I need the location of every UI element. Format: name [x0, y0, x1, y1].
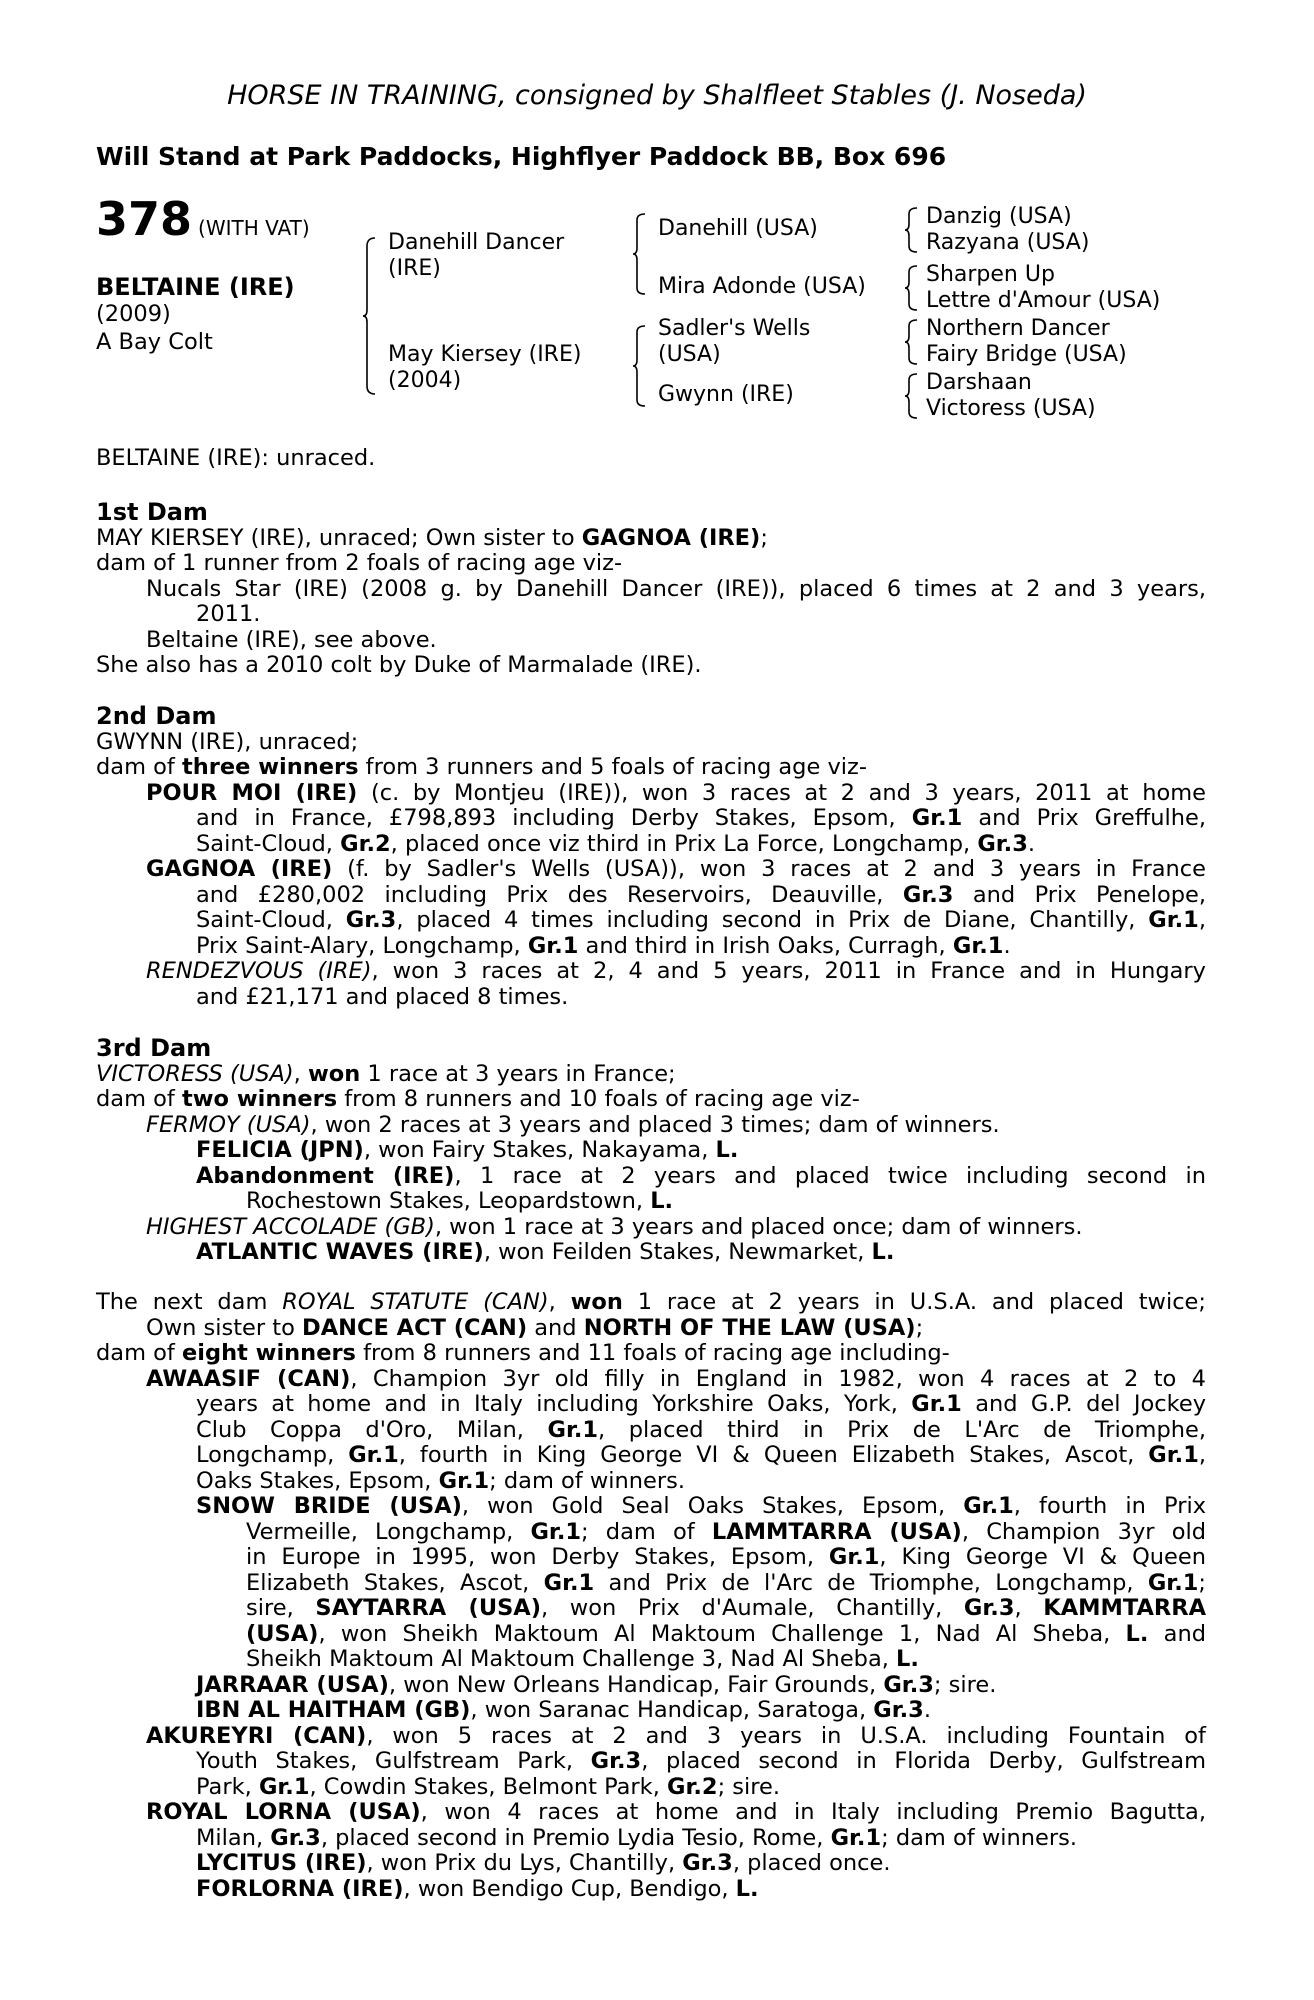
grade: Gr.3: [873, 1697, 924, 1723]
progeny-name: LAMMTARRA (USA): [711, 1518, 962, 1545]
grade: Gr.3: [590, 1748, 642, 1774]
text: (c. by Montjeu (IRE)), won 3 races at 2 and 3 years, 2011 at home: [357, 779, 1206, 806]
dds-name: Darshaan: [926, 370, 1032, 395]
text: , Champion 3yr old: [961, 1518, 1207, 1545]
winners-count: three winners: [181, 754, 359, 780]
pedigree-brace: [904, 264, 918, 312]
sibling-name: DANCE ACT (CAN): [302, 1314, 528, 1341]
text: sire,: [246, 1595, 316, 1621]
progeny-name: JARRAAR (USA): [196, 1671, 389, 1698]
text: , Champion 3yr old filly in England in 1982, won 4 races at 2 to 4: [350, 1365, 1206, 1392]
progeny-name: FERMOY (USA): [146, 1111, 311, 1138]
text: , placed second in Florida Derby, Gulfstream: [641, 1748, 1206, 1774]
dam-name: VICTORESS (USA): [96, 1060, 294, 1087]
won-label: won: [570, 1289, 623, 1315]
progeny-name: AKUREYRI (CAN): [146, 1722, 367, 1749]
grade: Gr.3: [902, 881, 954, 908]
grade: Gr.3: [270, 1824, 321, 1851]
winners-count: two winners: [181, 1086, 338, 1112]
grade: Gr.1: [527, 932, 579, 959]
text: The next dam: [96, 1289, 283, 1315]
grade: Gr.1: [547, 1416, 599, 1443]
text: , fourth in King George VI & Queen Elizabeth Stakes, Ascot,: [398, 1442, 1149, 1468]
second-dam-section: [96, 704, 1206, 1010]
grade: Gr.1: [543, 1569, 595, 1596]
sdd-name: Lettre d'Amour (USA): [926, 288, 1161, 313]
dam-name: ROYAL STATUTE (CAN): [282, 1289, 549, 1315]
progeny-name: HIGHEST ACCOLADE (GB): [146, 1213, 435, 1240]
text: Rochestown Stakes, Leopardstown,: [246, 1188, 651, 1214]
text: and: [527, 1314, 584, 1341]
text: from 8 runners and 11 foals of racing age including-: [355, 1340, 950, 1366]
text: , King George VI & Queen: [879, 1544, 1206, 1570]
text: from 8 runners and 10 foals of racing age viz-: [337, 1086, 860, 1112]
produce-entry: Nucals Star (IRE) (2008 g. by Danehill Dancer (IRE)), placed 6 times at 2 and 3 years,: [146, 575, 1206, 602]
grade: Gr.1: [1147, 1569, 1199, 1596]
progeny-name: SNOW BRIDE (USA): [196, 1493, 462, 1519]
dam-year: (2004): [388, 368, 462, 393]
produce-summary: dam of 1 runner from 2 foals of racing age viz-: [96, 550, 623, 576]
text: , placed once.: [732, 1850, 891, 1876]
pedigree-brace: [632, 324, 646, 408]
text: , won Bendigo Cup, Bendigo,: [403, 1875, 736, 1902]
text: dam of: [96, 754, 182, 780]
grade: Gr.1: [1148, 1442, 1199, 1468]
grade: Gr.1: [530, 1518, 582, 1545]
pedigree-brace: [362, 236, 376, 396]
text: ,: [293, 1060, 308, 1087]
dam-note: She also has a 2010 colt by Duke of Marmalade (IRE).: [96, 652, 702, 678]
dsd-name: Fairy Bridge (USA): [926, 342, 1127, 367]
progeny-name: FELICIA (JPN): [196, 1137, 364, 1163]
sibling-name: GAGNOA (IRE): [581, 524, 761, 551]
text: , won Feilden Stakes, Newmarket,: [483, 1239, 872, 1265]
race-summary: BELTAINE (IRE): unraced.: [96, 445, 376, 471]
grade: Gr.1: [963, 1493, 1014, 1519]
text: Saint-Cloud,: [196, 830, 341, 857]
text: ,: [1198, 907, 1206, 933]
lot-number-line: [96, 192, 310, 246]
text: Milan,: [196, 1824, 271, 1851]
text: and: [1148, 1620, 1206, 1647]
sss-name: Danzig (USA): [926, 204, 1072, 229]
pedigree-brace: [632, 212, 646, 296]
text: ; dam of winners.: [489, 1467, 686, 1494]
text: ; sire.: [933, 1671, 997, 1698]
text: , won Fairy Stakes, Nakayama,: [363, 1137, 716, 1163]
section-heading: 3rd Dam: [96, 1034, 212, 1062]
text: , won Gold Seal Oaks Stakes, Epsom,: [461, 1493, 964, 1519]
text: and third in Irish Oaks, Curragh,: [578, 932, 953, 959]
grade: Gr.1: [911, 1391, 962, 1417]
progeny-name: FORLORNA (IRE): [196, 1875, 404, 1902]
text: , won 2 races at 3 years and placed 3 times; dam of winners.: [310, 1111, 1000, 1138]
text: , won Prix du Lys, Chantilly,: [366, 1850, 683, 1876]
text: and G.P. del Jockey: [961, 1391, 1207, 1417]
dam-sire: Sadler's Wells: [658, 316, 811, 341]
progeny-name: AWAASIF (CAN): [146, 1365, 351, 1392]
grade: L.: [735, 1875, 759, 1902]
horse-name: BELTAINE (IRE): [96, 273, 295, 301]
text: ; dam of winners.: [881, 1824, 1077, 1851]
produce-entry-cont: 2011.: [196, 601, 261, 627]
text: ,: [548, 1289, 571, 1315]
dam-line: GWYNN (IRE), unraced;: [96, 728, 359, 755]
vat-note: (WITH VAT): [198, 216, 310, 240]
text: Youth Stakes, Gulfstream Park,: [196, 1748, 591, 1774]
text: , won Saranac Handicap, Saratoga,: [470, 1697, 874, 1723]
text: .: [1003, 932, 1011, 959]
pedigree-brace: [904, 372, 918, 420]
progeny-name: LYCITUS (IRE): [196, 1850, 367, 1876]
progeny-name: RENDEZVOUS (IRE): [146, 958, 372, 984]
text: Park,: [196, 1773, 259, 1800]
text: Club Coppa d'Oro, Milan,: [196, 1416, 548, 1443]
dam-name: May Kiersey (IRE): [388, 342, 582, 367]
text: and in France, £798,893 including Derby Stakes, Epsom,: [196, 805, 912, 831]
grade: Gr.1: [438, 1467, 490, 1494]
sds-name: Sharpen Up: [926, 262, 1055, 287]
text: , placed 4 times including second in Prix de Diane, Chantilly,: [396, 907, 1149, 933]
foaling-year: (2009): [96, 301, 171, 327]
produce-entry: Beltaine (IRE), see above.: [146, 626, 437, 653]
text: and Prix de l'Arc de Triomphe, Longchamp,: [594, 1569, 1148, 1596]
text: (f. by Sadler's Wells (USA)), won 3 races at 2 and 3 years in France: [332, 856, 1206, 882]
text: Sheikh Maktoum Al Maktoum Challenge 3, Nad Al Sheba,: [246, 1646, 897, 1672]
sire-country: (IRE): [388, 256, 441, 281]
grade: Gr.3: [883, 1671, 934, 1698]
text: ,: [1198, 1442, 1207, 1468]
sibling-name: NORTH OF THE LAW (USA): [583, 1314, 916, 1341]
text: , won Prix d'Aumale, Chantilly,: [541, 1595, 964, 1621]
sire-dam: Mira Adonde (USA): [658, 274, 866, 299]
grade: L.: [1125, 1620, 1149, 1647]
grade: Gr.1: [1148, 907, 1199, 933]
grade: Gr.1: [348, 1442, 399, 1468]
text: from 3 runners and 5 foals of racing age viz-: [358, 754, 867, 780]
grade: Gr.3: [963, 1595, 1015, 1621]
grade: L.: [896, 1646, 919, 1672]
pedigree-brace: [904, 206, 918, 254]
text: Oaks Stakes, Epsom,: [196, 1467, 439, 1494]
grade: Gr.3: [977, 830, 1028, 857]
text: , Cowdin Stakes, Belmont Park,: [309, 1773, 667, 1800]
text: , won 1 race at 3 years and placed once; dam of winners.: [434, 1213, 1083, 1240]
text: , placed second in Premio Lydia Tesio, Rome,: [320, 1824, 831, 1851]
first-dam-section: [96, 500, 1206, 679]
text: , won 3 races at 2, 4 and 5 years, 2011 in France and in Hungary: [371, 958, 1206, 984]
text: and Prix Penelope,: [953, 881, 1206, 908]
section-heading: 1st Dam: [96, 498, 208, 526]
text: , placed once viz third in Prix La Force, Longchamp,: [390, 830, 978, 857]
text: ,: [1014, 1595, 1044, 1621]
section-heading: 2nd Dam: [96, 702, 217, 730]
text: Own sister to: [146, 1314, 303, 1341]
dam-sire-country: (USA): [658, 342, 721, 367]
page-header: HORSE IN TRAINING, consigned by Shalfleet Stables (J. Noseda): [227, 80, 1087, 111]
text: and £280,002 including Prix des Reservoirs, Deauville,: [196, 881, 903, 908]
text: ;: [915, 1314, 924, 1341]
next-dam-section: [96, 1290, 1206, 1902]
text: , fourth in Prix: [1013, 1493, 1207, 1519]
horse-description: A Bay Colt: [96, 329, 213, 355]
text: Saint-Cloud,: [196, 907, 346, 933]
text: Longchamp,: [196, 1442, 349, 1468]
text: 1 race at 2 years in U.S.A. and placed twice;: [622, 1289, 1206, 1315]
text: ; dam of: [581, 1518, 712, 1545]
text: , won 4 races at home and in Italy including Premio Bagutta,: [420, 1799, 1206, 1825]
text: years at home and in Italy including Yorkshire Oaks, York,: [196, 1391, 912, 1417]
progeny-name: POUR MOI (IRE): [146, 779, 358, 806]
progeny-name: Abandonment (IRE): [196, 1162, 455, 1189]
text: ; sire.: [717, 1773, 781, 1800]
text: , won 5 races at 2 and 3 years in U.S.A. including Fountain of: [366, 1722, 1206, 1749]
text: , won New Orleans Handicap, Fair Grounds,: [388, 1671, 884, 1698]
ssd-name: Razyana (USA): [926, 230, 1090, 255]
stand-location: Will Stand at Park Paddocks, Highflyer Paddock BB, Box 696: [96, 142, 947, 171]
won-label: won: [307, 1060, 361, 1087]
grade: Gr.1: [911, 805, 963, 831]
dss-name: Northern Dancer: [926, 316, 1110, 341]
text: dam of: [96, 1086, 182, 1112]
text: , won Sheikh Maktoum Al Maktoum Challenge 1, Nad Al Sheba,: [318, 1620, 1126, 1647]
sire-name: Danehill Dancer: [388, 230, 565, 255]
progeny-name: ROYAL LORNA (USA): [146, 1799, 421, 1825]
grade: L.: [650, 1188, 674, 1214]
grade: Gr.1: [828, 1544, 880, 1570]
text: .: [923, 1697, 931, 1723]
progeny-name: GAGNOA (IRE): [146, 856, 333, 882]
progeny-name: SAYTARRA (USA): [315, 1595, 541, 1621]
text: ;: [760, 524, 768, 551]
text: Vermeille, Longchamp,: [246, 1518, 531, 1545]
text: , 1 race at 2 years and placed twice including second in: [454, 1162, 1206, 1189]
progeny-entry-cont: and £21,171 and placed 8 times.: [196, 983, 569, 1010]
sire-sire: Danehill (USA): [658, 216, 818, 241]
grade: Gr.1: [830, 1824, 882, 1851]
grade: Gr.3: [682, 1850, 733, 1876]
text: , placed third in Prix de L'Arc de Triomphe,: [598, 1416, 1206, 1443]
third-dam-section: [96, 1036, 1206, 1266]
text: 1 race at 3 years in France;: [360, 1060, 676, 1087]
dam-dam: Gwynn (IRE): [658, 382, 794, 407]
text: and Prix Greffulhe,: [962, 805, 1206, 831]
grade: Gr.1: [952, 932, 1004, 959]
grade: L.: [715, 1137, 739, 1163]
progeny-name: KAMMTARRA: [1043, 1595, 1206, 1621]
progeny-name: ATLANTIC WAVES (IRE): [196, 1239, 484, 1265]
grade: Gr.2: [340, 830, 391, 857]
grade: Gr.1: [258, 1773, 310, 1800]
grade: Gr.2: [667, 1773, 718, 1800]
progeny-name: IBN AL HAITHAM (GB): [196, 1697, 471, 1723]
grade: Gr.3: [345, 907, 397, 933]
lot-number: 378: [96, 192, 193, 246]
winners-count: eight winners: [181, 1340, 356, 1366]
pedigree-brace: [904, 318, 918, 366]
dam-line: MAY KIERSEY (IRE), unraced; Own sister to: [96, 524, 582, 551]
text: in Europe in 1995, won Derby Stakes, Epsom,: [246, 1544, 829, 1570]
text: ;: [1198, 1569, 1206, 1596]
ddd-name: Victoress (USA): [926, 396, 1096, 421]
text: Prix Saint-Alary, Longchamp,: [196, 932, 528, 959]
grade: L.: [871, 1239, 895, 1265]
text: .: [1027, 830, 1036, 857]
text: Elizabeth Stakes, Ascot,: [246, 1569, 544, 1596]
progeny-name: (USA): [246, 1620, 319, 1647]
text: dam of: [96, 1340, 182, 1366]
